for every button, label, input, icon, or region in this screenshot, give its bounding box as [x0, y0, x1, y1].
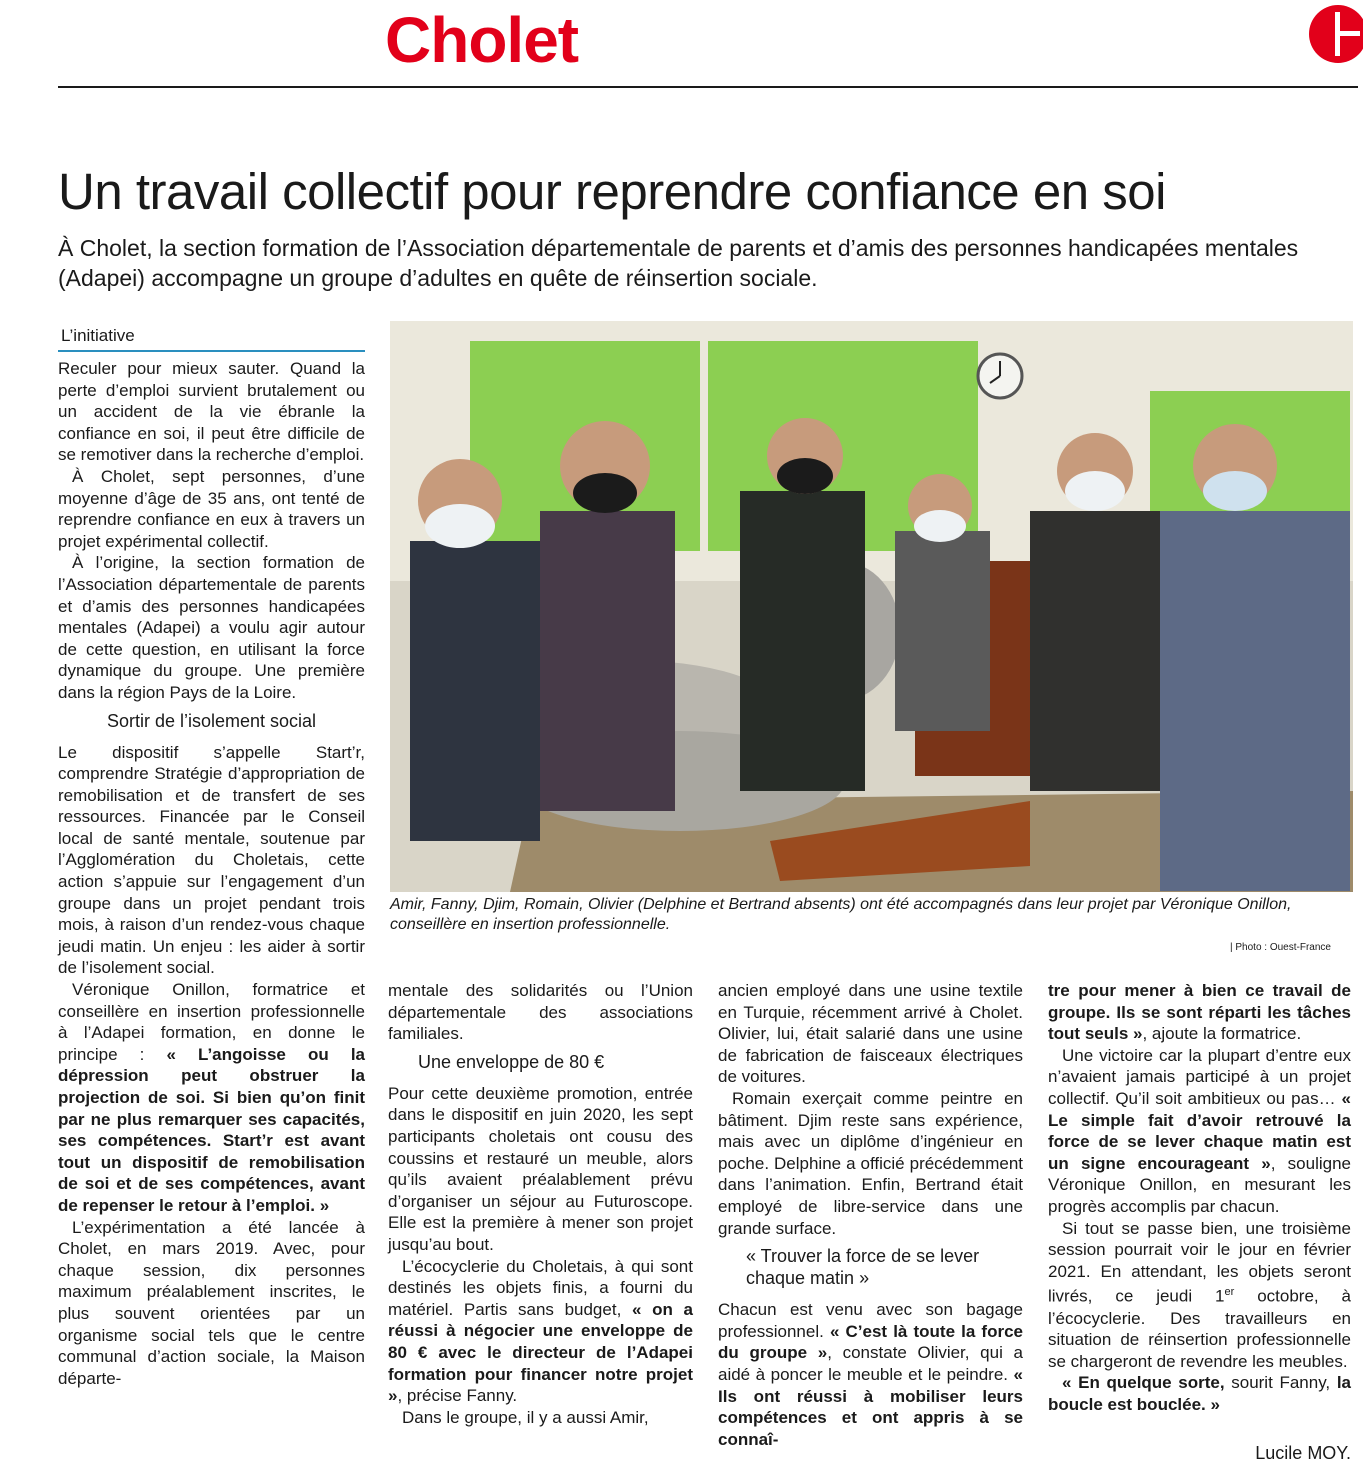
paragraph: Le dispositif s’appelle Start’r, comprendre Stratégie d’appropriation de remobilisation et de transfert de ses ressources. Financée par le Conseil local de santé mentale, soutenue par l’Agglomération du Choletais, cette action s’appuie sur l’engagement d’un groupe dans un projet pendant trois mois, à raison d’un rendez-vous chaque jeudi matin. Un enjeu : les aider à sortir de l’isolement social.	[58, 742, 365, 978]
article-headline: Un travail collectif pour reprendre confiance en soi	[58, 163, 1166, 220]
text-run: octobre, à l’écocyclerie. Des travailleurs en situation de réinsertion professionnelle se chargeront de revendre les meubles.	[1048, 1286, 1352, 1371]
header-rule	[58, 86, 1358, 88]
article-photo	[390, 321, 1353, 892]
intertitle: Une enveloppe de 80 €	[418, 1051, 605, 1072]
rubric-rule	[58, 350, 365, 352]
intertitle: « Trouver la force de se lever chaque matin »	[746, 1246, 980, 1289]
quote: « L’angoisse ou la dépression peut obstruer la projection de soi. Si bien qu’on finit par ne plus remarquer ses capacités, ses compétences. Start’r est avant tout un dispositif de remobilisation de soi et de ses compétences, avant de repenser le retour à l’emploi. »	[58, 1044, 366, 1215]
ouest-france-logo-icon	[1308, 4, 1363, 64]
superscript: er	[1224, 1286, 1235, 1299]
text-run: , constate Olivier, qui a aidé à poncer le meuble et le peindre.	[718, 1343, 1024, 1384]
quote: « En quelque sorte,	[1062, 1373, 1232, 1393]
paragraph: L’expérimentation a été lancée à Cholet, en mars 2019. Avec, pour chaque session, dix personnes maximum préalablement inscrites, le plus souvent orientées par un organisme social tels que le centre communal d’action sociale, la Maison départe-	[58, 1217, 365, 1388]
paragraph	[388, 1256, 693, 1407]
paragraph: Pour cette deuxième promotion, entrée dans le dispositif en juin 2020, les sept participants choletais ont cousu des coussins et restauré un meuble, alors qu’ils avaient préalablement prévu d’organiser un séjour au Futuroscope. Elle est la première à mener son projet jusqu’au bout.	[388, 1083, 693, 1254]
paragraph	[1048, 1372, 1351, 1415]
quote: « on a réussi à négocier une enveloppe de 80 € avec le directeur de l’Adapei formation pour financer notre projet »	[388, 1299, 693, 1406]
text-run: sourit Fanny,	[1231, 1373, 1337, 1393]
paragraph: Reculer pour mieux sauter. Quand la perte d’emploi survient brutalement ou un accident de la vie ébranle la confiance en soi, il peut être difficile de se remotiver dans la recherche d’emploi.	[58, 359, 365, 465]
text-run: , souligne Véronique Onillon, en mesurant les progrès accomplis par chacun.	[1048, 1153, 1351, 1216]
photo-caption: Amir, Fanny, Djim, Romain, Olivier (Delphine et Bertrand absents) ont été accompagnés dans leur projet par Véronique Onillon, conseillère en insertion professionnelle.	[390, 896, 1292, 933]
text-run: , ajoute la formatrice.	[1142, 1024, 1302, 1044]
paragraph	[1048, 980, 1351, 1045]
paragraph: ancien employé dans une usine textile en Turquie, récemment arrivé à Cholet. Olivier, lui, était salarié dans une usine de fabrication de faisceaux électriques de voitures.	[718, 981, 1023, 1087]
author-signature: Lucile MOY.	[1255, 1443, 1351, 1463]
paragraph	[1048, 1218, 1351, 1373]
paragraph	[1048, 1045, 1351, 1218]
column-4	[1048, 980, 1351, 1416]
quote: tre pour mener à bien ce travail de groupe. Ils se sont réparti les tâches tout seuls »	[1048, 981, 1351, 1044]
text-run: Chacun est venu avec son bagage professionnel.	[718, 1300, 1023, 1341]
text-run: , précise Fanny.	[397, 1386, 518, 1406]
rubric-label: L’initiative	[61, 326, 135, 345]
paragraph: À l’origine, la section formation de l’Association départementale de parents et d’amis des personnes handicapées mentales (Adapei) a voulu agir autour de cette question, en utilisant la force dynamique du groupe. Une première dans la région Pays de la Loire.	[58, 553, 365, 702]
text-run: Véronique Onillon, formatrice et conseillère en insertion professionnelle à l’Adapei formation, en donne le principe :	[58, 980, 365, 1064]
paragraph	[718, 1299, 1023, 1450]
paragraph: À Cholet, sept personnes, d’une moyenne d’âge de 35 ans, ont tenté de reprendre confiance en eux à travers un projet expérimental collectif.	[58, 466, 365, 551]
column-3	[718, 980, 1023, 1450]
text-run: Si tout se passe bien, une troisième session pourrait voir le jour en février 2021. En attendant, les objets seront livrés, ce jeudi 1	[1048, 1218, 1351, 1306]
article-chapo: À Cholet, la section formation de l’Association départementale de parents et d’amis des personnes handicapées mentales (Adapei) accompagne un groupe d’adultes en quête de réinsertion sociale.	[58, 235, 1299, 291]
quote: la boucle est bouclée. »	[1048, 1373, 1351, 1414]
text-run: Une victoire car la plupart d’entre eux n’avaient jamais participé à un projet collectif. Qu’il soit ambitieux ou pas…	[1048, 1045, 1351, 1108]
column-2	[388, 980, 693, 1428]
section-title: Cholet	[385, 4, 579, 76]
intertitle: Sortir de l’isolement social	[106, 710, 317, 731]
text-run: L’écocyclerie du Choletais, à qui sont destinés les objets finis, a fourni du matériel. Partis sans budget,	[388, 1256, 693, 1319]
paragraph	[58, 979, 365, 1217]
quote: « Le simple fait d’avoir retrouvé la force de se lever chaque matin est un signe encourageant »	[1048, 1088, 1351, 1173]
paragraph: Dans le groupe, il y a aussi Amir,	[402, 1407, 649, 1427]
quote: « Ils ont réussi à mobiliser leurs compétences et ont appris à se connaî-	[718, 1364, 1023, 1449]
paragraph: mentale des solidarités ou l’Union départementale des associations familiales.	[388, 981, 693, 1044]
column-1	[58, 358, 365, 1389]
photo-credit: | Photo : Ouest-France	[1230, 942, 1331, 953]
paragraph: Romain exerçait comme peintre en bâtiment. Djim reste sans expérience, mais avec un diplôme d’ingénieur en poche. Delphine a officié précédemment dans l’animation. Enfin, Bertrand était employé de libre-service dans une grande surface.	[718, 1088, 1023, 1238]
quote: « C’est là toute la force du groupe »	[718, 1321, 1023, 1363]
